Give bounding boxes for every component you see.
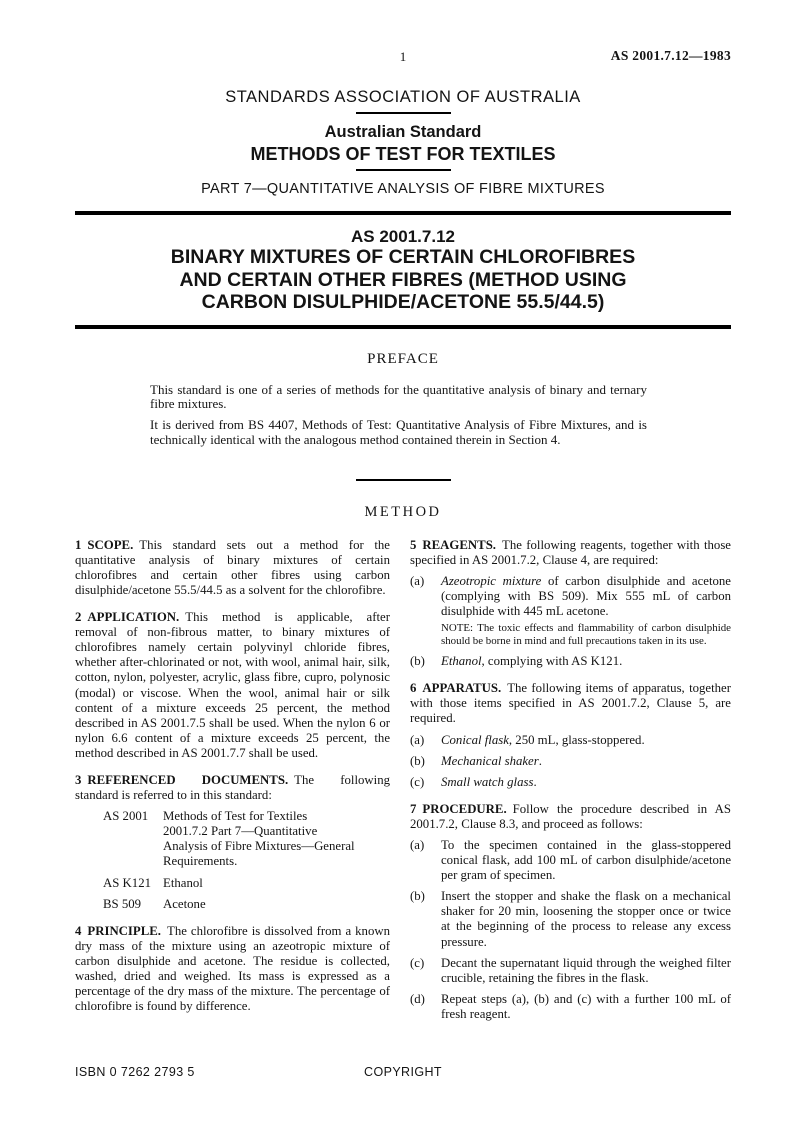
page-content xyxy=(75,0,731,1022)
list-item-c xyxy=(410,956,731,986)
section-application xyxy=(75,610,390,761)
reference-row xyxy=(103,897,390,912)
item-label: (a) xyxy=(410,838,425,852)
reference-code: AS 2001 xyxy=(103,809,149,824)
section-body-text: This method is applicable, after removal of non-fibrous matter, to binary mixtures of chlorofibres namely certain polyvinyl chloride fibres, whether after-chlorinated or not, with wool, animal hair, silk, cotton, nylon, polyester, acrylic, glass fibre, cupro, polynosic (modal) or viscose. When the wool, animal hair or silk content of a mixture exceeds 25 percent, the method described in AS 2001.7.5 shall be used. When the nylon 6 or nylon 6.6 content of a mixture exceeds 25 percent, the method described in AS 2001.7.7 shall be used. xyxy=(75,610,390,760)
reference-description xyxy=(163,876,390,891)
reference-list xyxy=(75,809,390,912)
section-body-text: The following items of apparatus, together with those items specified in AS 2001.7.2, Clause 5, are required. xyxy=(410,681,731,726)
series-subtitle: METHODS OF TEST FOR TEXTILES xyxy=(250,144,556,164)
section-title: PROCEDURE. xyxy=(422,801,507,816)
column-gutter xyxy=(390,538,410,1022)
preface-body xyxy=(150,383,647,448)
item-label: (b) xyxy=(410,889,425,904)
short-divider-rule xyxy=(356,169,451,171)
reference-description-line: Ethanol xyxy=(163,875,203,890)
reference-description xyxy=(163,809,390,869)
thick-divider-rule xyxy=(75,211,731,215)
item-text: Small watch glass. xyxy=(441,774,537,789)
reference-description-line: Acetone xyxy=(163,896,206,911)
masthead xyxy=(75,88,731,198)
section-apparatus xyxy=(410,681,731,726)
doc-reference: AS 2001.7.12—1983 xyxy=(610,48,731,63)
section-number: 6 xyxy=(410,681,417,696)
short-divider-rule xyxy=(356,112,451,114)
title-block xyxy=(75,227,731,314)
list-item-c xyxy=(410,775,731,790)
list-item-a xyxy=(410,733,731,748)
series-title: Australian Standard xyxy=(324,123,482,141)
section-body-text: The chlorofibre is dissolved from a known dry mass of the mixture using an azeotropic mixture of carbon disulphide and acetone. The residue is collected, washed, dried and weighed. Its mass is expressed as a percentage of the dry mass of the mixture. The percentage of chlorofibre is found by difference. xyxy=(75,923,390,1014)
section-title: REFERENCED DOCUMENTS. xyxy=(87,773,289,787)
left-column xyxy=(75,538,390,1022)
section-scope xyxy=(75,538,390,598)
org-name: STANDARDS ASSOCIATION OF AUSTRALIA xyxy=(225,88,581,106)
method-heading: METHOD xyxy=(364,503,442,520)
list-item-b xyxy=(410,889,731,949)
section-body-text: This standard sets out a method for the quantitative analysis of binary mixtures of certain chlorofibres and certain other fibres using carbon disulphide/acetone 55.5/44.5 as a solvent for the chlorofibre. xyxy=(75,537,390,597)
section-body-text: The following standard is referred to in this standard: xyxy=(75,773,390,803)
item-label: (c) xyxy=(410,955,425,970)
preface-paragraph: It is derived from BS 4407, Methods of Test: Quantitative Analysis of Fibre Mixtures, and is technically identical with the analogous method contained therein in Section 4. xyxy=(150,417,647,447)
page-number: 1 xyxy=(399,49,407,64)
short-divider-rule xyxy=(356,479,451,481)
item-text: Azeotropic mixture of carbon disulphide and acetone (complying with BS 509). Mix 555 mL of carbon disulphide with 445 mL acetone. xyxy=(441,573,731,619)
item-text: Conical flask, 250 mL, glass-stoppered. xyxy=(441,732,645,747)
standard-title-line: BINARY MIXTURES OF CERTAIN CHLOROFIBRES xyxy=(170,246,636,268)
list-item-b xyxy=(410,754,731,769)
section-number: 4 xyxy=(75,923,82,938)
item-label: (a) xyxy=(410,573,425,588)
section-title: SCOPE. xyxy=(87,537,134,552)
section-title: APPARATUS. xyxy=(422,681,502,696)
section-title: PRINCIPLE. xyxy=(87,923,161,938)
item-text: Mechanical shaker. xyxy=(441,753,542,768)
copyright-label: COPYRIGHT xyxy=(364,1065,442,1079)
reference-description-line: Methods of Test for Textiles xyxy=(163,809,308,824)
item-label: (d) xyxy=(410,991,425,1006)
section-title: APPLICATION. xyxy=(87,610,180,625)
section-number: 7 xyxy=(410,801,417,816)
part-title: PART 7—QUANTITATIVE ANALYSIS OF FIBRE MIXTURES xyxy=(201,181,605,197)
isbn-label: ISBN 0 7262 2793 5 xyxy=(75,1065,195,1079)
thick-divider-rule xyxy=(75,325,731,329)
reference-description-line: 2001.7.2 Part 7—Quantitative xyxy=(163,824,318,839)
section-body-text: The following reagents, together with those specified in AS 2001.7.2, Clause 4, are required: xyxy=(410,537,731,567)
list-item-b xyxy=(410,654,731,669)
preface-section xyxy=(75,350,731,448)
standard-number: AS 2001.7.12 xyxy=(351,227,455,246)
reference-code: AS K121 xyxy=(103,875,151,890)
section-number: 2 xyxy=(75,610,82,625)
item-term: Azeotropic mixture xyxy=(441,573,542,588)
item-text: Insert the stopper and shake the flask on a mechanical shaker for 20 min, loosening the stopper once or twice at the beginning of the process to release any excess pressure. xyxy=(441,889,731,949)
item-term: Small watch glass xyxy=(441,774,534,789)
section-reagents xyxy=(410,538,731,568)
section-procedure xyxy=(410,802,731,832)
list-item-d xyxy=(410,992,731,1022)
item-term: Conical flask xyxy=(441,732,509,747)
section-number: 1 xyxy=(75,537,82,552)
section-number: 3 xyxy=(75,773,82,787)
reagent-note: NOTE: The toxic effects and flammability of carbon disulphide should be borne in mind and full precautions taken in its use. xyxy=(441,622,731,648)
section-principle xyxy=(75,924,390,1015)
item-label: (c) xyxy=(410,774,425,789)
list-item-a xyxy=(410,838,731,883)
reference-description-line: Requirements. xyxy=(163,854,238,869)
item-term: Mechanical shaker xyxy=(441,753,539,768)
page-footer xyxy=(75,1065,731,1081)
reference-code: BS 509 xyxy=(103,896,142,911)
right-column xyxy=(410,538,731,1022)
item-label: (b) xyxy=(410,753,425,768)
standard-title-line: CARBON DISULPHIDE/ACETONE 55.5/44.5) xyxy=(201,291,605,313)
item-text: Ethanol, complying with AS K121. xyxy=(441,654,623,669)
reference-description-line: Analysis of Fibre Mixtures—General xyxy=(163,839,355,854)
reference-row xyxy=(103,876,390,891)
item-label: (b) xyxy=(410,654,425,669)
two-column-body xyxy=(75,538,731,1022)
reference-row xyxy=(103,809,390,869)
preface-heading: PREFACE xyxy=(367,350,439,367)
section-referenced-documents xyxy=(75,773,390,803)
preface-paragraph: This standard is one of a series of methods for the quantitative analysis of binary and ternary fibre mixtures. xyxy=(150,381,647,412)
reference-description xyxy=(163,897,390,912)
item-term: Ethanol xyxy=(441,654,482,669)
section-title: REAGENTS. xyxy=(422,537,497,552)
section-body-text: Follow the procedure described in AS 2001.7.2, Clause 8.3, and proceed as follows: xyxy=(410,801,731,831)
item-text: To the specimen contained in the glass-stoppered conical flask, add 100 mL of carbon disulphide/acetone per gram of specimen. xyxy=(441,838,731,883)
section-number: 5 xyxy=(410,537,417,552)
item-label: (a) xyxy=(410,732,425,747)
item-text: Decant the supernatant liquid through the weighed filter crucible, retaining the fibres in the flask. xyxy=(441,955,731,985)
item-text: Repeat steps (a), (b) and (c) with a further 100 mL of fresh reagent. xyxy=(441,991,731,1021)
standard-title-line: AND CERTAIN OTHER FIBRES (METHOD USING xyxy=(179,268,627,291)
page-header xyxy=(75,0,731,65)
list-item-a xyxy=(410,574,731,619)
